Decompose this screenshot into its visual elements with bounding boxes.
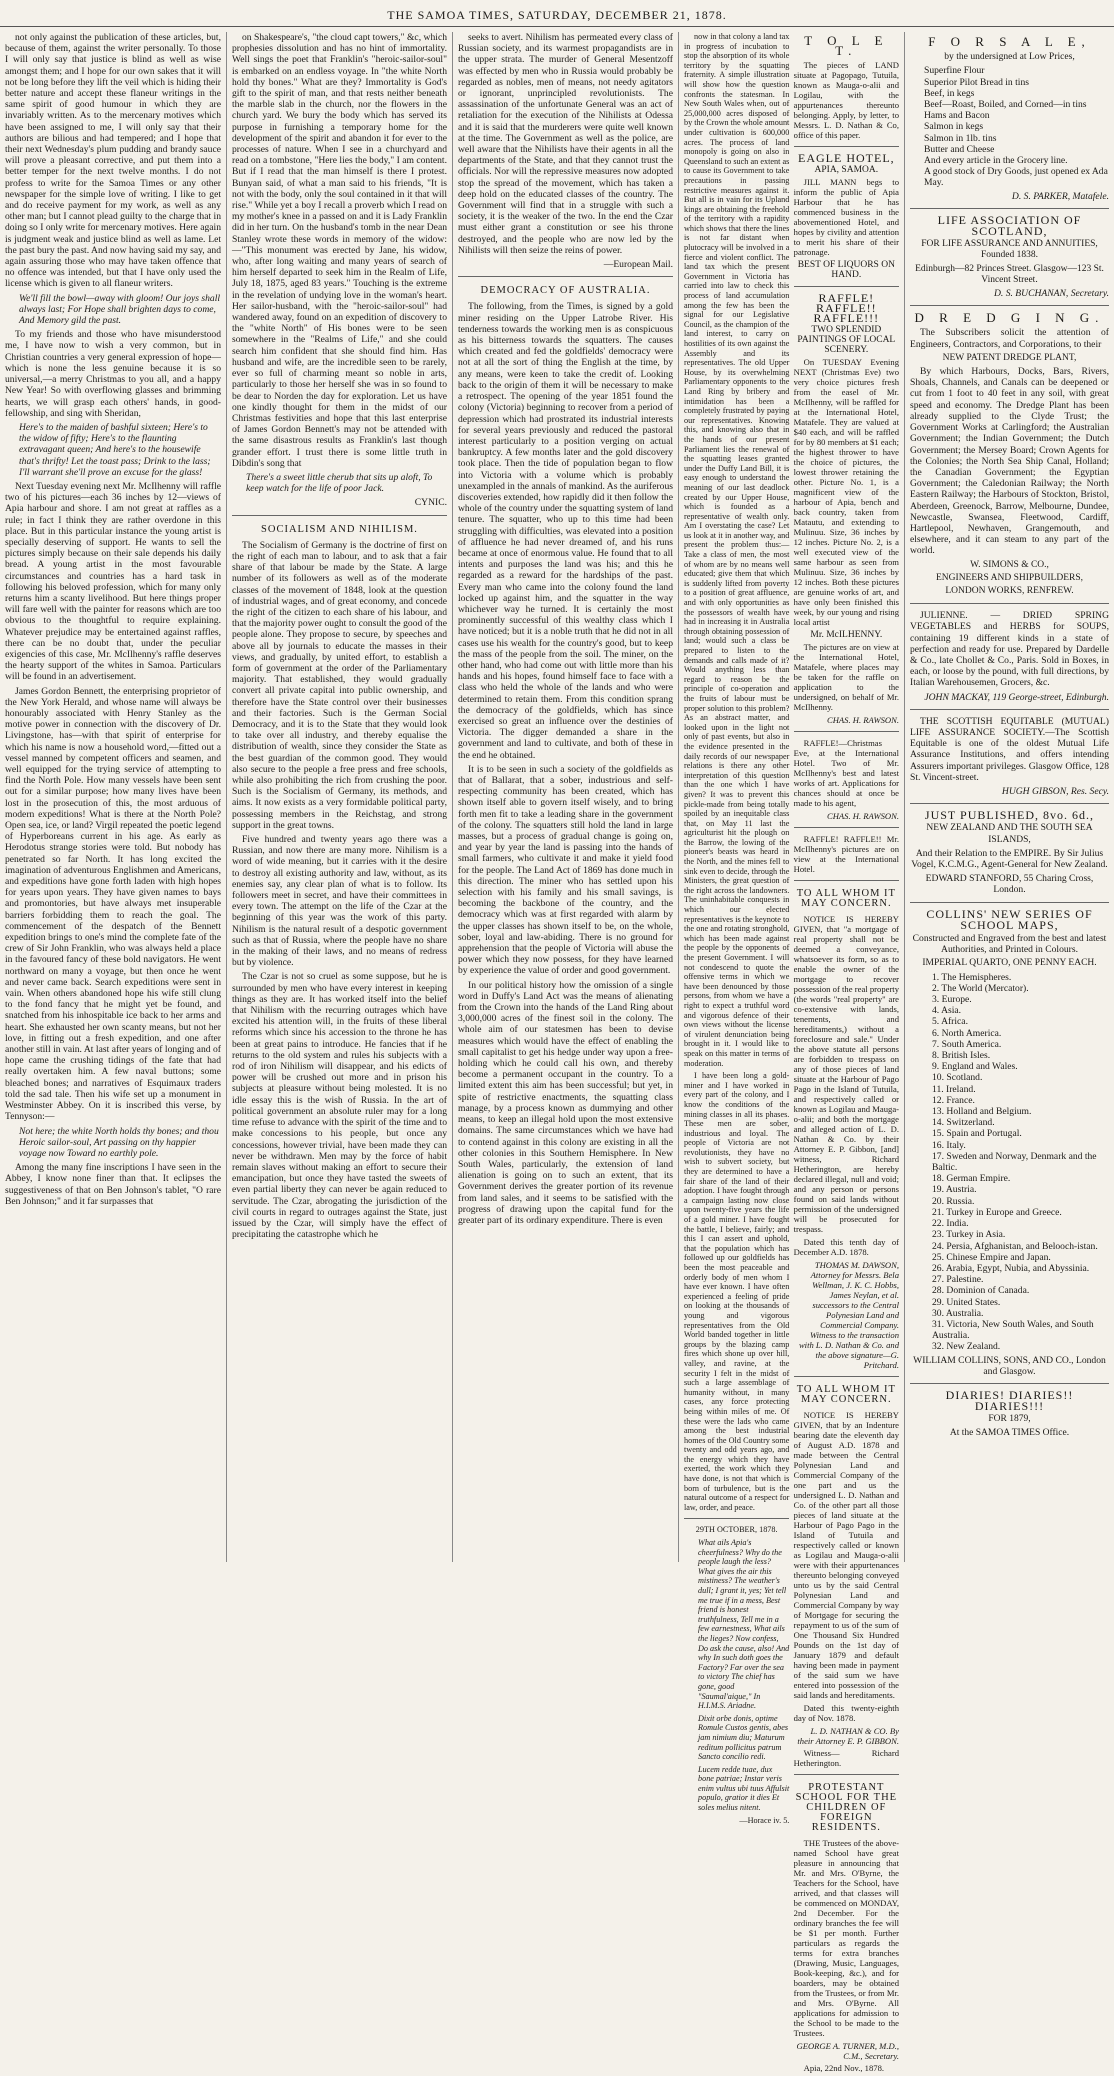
notice-signature: THOMAS M. DAWSON, Attorney for Messrs. Bela Wellman, J. K. C. Hobbs, James Neylan, et al. successors to the Central Polynesian Land and Commercial Company. Witness to the transaction with L. D. Nathan & Co. and the above signature—G. Pritchard. bbox=[798, 1260, 899, 1370]
sale-item: A good stock of Dry Goods, just opened ex Ada May. bbox=[924, 166, 1108, 189]
book-title: NEW ZEALAND AND THE SOUTH SEA ISLANDS, bbox=[926, 823, 1093, 845]
ad-signature: W. SIMONS & CO., bbox=[970, 559, 1049, 570]
ad-signature: D. S. PARKER, Matafele. bbox=[1011, 190, 1109, 202]
divider bbox=[794, 146, 899, 147]
map-item: 27. Palestine. bbox=[932, 1274, 984, 1286]
divider bbox=[794, 880, 899, 881]
ad-heading-diaries: DIARIES! DIARIES!! DIARIES!!! bbox=[945, 1387, 1074, 1414]
map-item: 6. North America. bbox=[932, 1027, 1002, 1039]
verse: Dixit orbe donis, optime Romule Custos gentis, abes jam nimium diu; Maturum reditum pollicitus patrum Sancto concilio redi. bbox=[698, 1713, 789, 1762]
ad-subheading: NEW PATENT DREDGE PLANT, bbox=[942, 352, 1077, 363]
article-paragraph: It is to be seen in such a society of the goldfields as that of Ballarat, that a sober, industrious and self-respecting community has been created, which has shown itself able to govern itself wisely, and to bring forth men fit to take a leading share in the government of the colony. The squatters still hold the land in large masses, but a process of gradual change is going on, and year by year the land is passing into the hands of small farmers, who cultivate it and make it yield food for the people. The Land Act of 1869 has done much in this direction. The miner who has settled upon his selection with his family and his small savings, is becoming the backbone of the country, and the democracy which was at first regarded with alarm by the upper classes has shown itself to be, on the whole, sober, loyal and law-abiding. There is no ground for apprehension that the people of Victoria will abuse the power which they now possess, for they have learned by experience the value of order and good government. bbox=[458, 763, 673, 977]
divider bbox=[910, 603, 1109, 604]
map-item: 25. Chinese Empire and Japan. bbox=[932, 1251, 1051, 1263]
ad-title-raffle: RAFFLE! RAFFLE!! RAFFLE!!! bbox=[813, 291, 880, 325]
sale-item: Salmon in kegs bbox=[924, 121, 984, 133]
sale-item: Superfine Flour bbox=[924, 65, 985, 77]
sale-item: Salmon in 1lb. tins bbox=[924, 132, 997, 144]
ad-artist-name: Mr. McILHENNY. bbox=[810, 630, 883, 640]
ad-subheading: FOR LIFE ASSURANCE AND ANNUITIES, Founded 1838. bbox=[921, 239, 1098, 261]
ad-location: At the SAMOA TIMES Office. bbox=[949, 1427, 1070, 1438]
map-item: 32. New Zealand. bbox=[932, 1341, 1001, 1353]
school-date: Apia, 22nd Nov., 1878. bbox=[803, 2063, 885, 2073]
ad-title-life-association: LIFE ASSOCIATION OF SCOTLAND, bbox=[937, 212, 1082, 239]
sale-item-list bbox=[924, 65, 1109, 188]
column-3 bbox=[452, 32, 678, 1562]
column-5-advertisements bbox=[904, 32, 1114, 1562]
column-2 bbox=[226, 32, 452, 1562]
ad-signature: LONDON WORKS, RENFREW. bbox=[945, 585, 1074, 596]
map-item: 2. The World (Mercator). bbox=[932, 982, 1029, 994]
article-paragraph: The Czar is not so cruel as some suppose, but he is surrounded by men who have every interest in keeping things as they are. It has worked itself into the belief that Nihilism with the recurring outrages which have excited his attention will, in the fruits of these liberal reforms which since his accession to the throne he has been at great pains to introduce. He fancies that if he returns to the old system and rules his subjects with a rod of iron Nihilism will disappear, and his edicts of power will be crushed out more and in prison his subjects at pleasure without being molested. It is no idle essay this is the wish of Russia. In the art of political government an absolute ruler may for a long time refuse to advance with the spirit of the time and to make concessions to his people, but once any concessions, however trivial, have been made they can never be withdrawn. Men may by the force of habit remain slaves without making an effort to secure their emancipation, but once they have tasted the sweets of even partial liberty they can never be again reduced to servitude. The Czar, abrogating the jurisdiction of the civil courts in regard to outrages against the State, just issued by the Czar, will simply have the effect of precipitating the catastrophe which he bbox=[232, 971, 447, 1241]
map-item: 5. Africa. bbox=[932, 1016, 968, 1028]
divider bbox=[458, 276, 673, 277]
article-paragraph: Among the many fine inscriptions I have seen in the Abbey, I know none finer than that. It eclipses the suggestiveness of that on Ben Johnson's tablet, "O rare Ben Johnson;" and it far surpasses that bbox=[5, 1162, 221, 1207]
article-paragraph: To my friends and those who have misunderstood me, I have now to wish a very common, but in Christian countries a very general expression of hope—which is none the less genuine because it is so universal,—a merry Christmas to you all, and a happy New Year! So with overflowing glasses and brimming hearts, we will grasp each others' hands, in good-fellowship, and sing with Sheridan, bbox=[5, 329, 221, 419]
map-item: 9. England and Wales. bbox=[932, 1061, 1018, 1073]
ad-heading-just-published: JUST PUBLISHED, 8vo. 6d., bbox=[924, 808, 1095, 823]
ad-heading-dredging: D R E D G I N G. bbox=[914, 310, 1105, 326]
map-item: 31. Victoria, New South Wales, and South Australia. bbox=[932, 1318, 1094, 1342]
dateline: 29TH OCTOBER, 1878. bbox=[695, 1525, 778, 1535]
notice-heading: TO ALL WHOM IT MAY CONCERN. bbox=[796, 888, 896, 909]
ad-signature: EDWARD STANFORD, 55 Charing Cross, London. bbox=[925, 873, 1094, 896]
ad-text: Constructed and Engraved from the best and latest Authorities, and Printed in Colours. bbox=[912, 933, 1107, 956]
ad-signature: D. S. BUCHANAN, Secretary. bbox=[993, 288, 1109, 300]
article-paragraph: not only against the publication of these articles, but, because of them, against the writer personally. To those I will only say that justice is blind as well as wise amongst them; and I hope for our own sakes that it will not be long before they lift the veil which is hiding their better nature and accept these flaneur writings in the same spirit of good humour in which they are invariably written. As to the mercenary motives which have been assigned to me, I will only say that their authors are bilious and had tempered; and I hope that their next Wednesday's plum pudding and brandy sauce will prove a pleasant corrective, and put them into a better temper for the next twelve months. I do not profess to write for the Samoa Times or any other newspaper for the simple love of writing. I like to get and do receive payment for my work, as well as any other man; but I cannot plead guilty to the charge that in doing so I only write for mercenary motives. Here again is judgment weak and justice blind as well as lame. Let the past bury the past. And now having said my say, and again assuring those who may have taken offence that no offence was intended, but that I have only used the license which is given to all flaneur writers. bbox=[5, 32, 221, 290]
school-text: THE Trustees of the above-named School have great pleasure in announcing that Mr. and Mrs. O'Byrne, the Teachers for the School, have arrived, and that classes will be commenced on MONDAY, 2nd December. For the ordinary branches the fee will be $1 per month. Further particulars as regards the terms for extra branches (Drawing, Music, Languages, Book-keeping, &c.), and for boarders, may be obtained from the Trustees, or from Mr. and Mrs. O'Byrne. All applications for admission to the School to be made to the Trustees. bbox=[793, 1838, 899, 2038]
ad-text: The Subscribers solicit the attention of Engineers, Contractors, and Corporations, to their bbox=[910, 327, 1109, 350]
notice-signature: L. D. NATHAN & CO. By their Attorney E. P. GIBBON. bbox=[797, 1726, 899, 1746]
map-item: 28. Dominion of Canada. bbox=[932, 1285, 1030, 1297]
map-item: 11. Ireland. bbox=[932, 1083, 976, 1095]
divider bbox=[910, 208, 1109, 209]
map-item: 15. Spain and Portugal. bbox=[932, 1128, 1022, 1140]
ad-subheading: FOR 1879, bbox=[988, 1414, 1031, 1425]
sale-item: Superior Pilot Bread in tins bbox=[924, 76, 1029, 88]
ad-text: RAFFLE!—Christmas Eve, at the International Hotel. Two of Mr. McIlhenny's best and latest works of art. Applications for chances should at once be made to his agent, bbox=[793, 738, 899, 808]
ad-subheading: TWO SPLENDID PAINTINGS OF LOCAL SCENERY. bbox=[797, 325, 896, 355]
article-heading: SOCIALISM AND NIHILISM. bbox=[261, 523, 418, 535]
map-item: 7. South America. bbox=[932, 1038, 1002, 1050]
article-paragraph: on Shakespeare's, "the cloud capt towers," &c, which prophesies dissolution and has no hint of immortality. Well sings the poet that Franklin's "heroic-sailor-soul" is embarked on an endless voyage. In "the white North hold thy bones." What are they? Immortality is God's gift to the spirit of man, and that rests neither beneath the marble slab in the church, nor the flowers in the church yard. We bury the body which has served its purpose in furnishing a temporary home for the development of the spirit and abandon it for ever to the processes of nature. When I see in a churchyard and read on a tombstone, "Here lies the body," I am content. But if I read that the man himself is there I protest. Bunyan said, of what a man said to his friends, "It is not with the body, only the soul contained in it that will rise." While yet a boy I recall a proverb which I read on my mother's knee in a passed on and it is Lady Franklin did in her turn. On the husband's tomb in the near Dean Stanley wrote these words in memory of the widow:—"This monument was erected by Jane, his widow, who, after long waiting and many years of search of him herself departed to seek him in the Realm of Life, July 18, 1875, aged 83 years." Touching is the extreme in the revelation of undying love in the woman's heart. Her sailor-husband, with the "heroic-sailor-soul" had wandered away, found on an expedition of discovery to the "white North" of His bones were to be seen somewhere in the "Realms of Life," and she could search him confident that she should find him. Has husband and wife, are the incredible seen to be rarely, ever so full of charming meant so noble in arts, particularly to those her herself she was in so found to be dear to Norden the day for exploration. Let us have one kindly thought for them in the midst of our Christmas festivities and hope that this last enterprise of James Gordon Bennett's may not be attended with the same disastrous results as Franklin's last though grander effort. I trust there is some little truth in Dibdin's song that bbox=[232, 32, 447, 469]
map-item: 12. France. bbox=[932, 1094, 975, 1106]
article-paragraph: The Socialism of Germany is the doctrine of first on the right of each man to labour, and to ask that a fair share of that labour be made by the State. A large number of its followers as well as of the moderate classes of the movement of 1848, look at the question of industrial wages, and of great economy, and concede the right of the citizen to each share of his labour, and that the majority power ought to consult the good of the people alone. They propose to secure, by speeches and above all by journals to educate the masses in their views, and gradually, by united effort, to establish a form of government at the order of the Parliamentary majority. That established, they would gradually convert all private capital into public ownership, and therefore have the State control over their businesses and their factories. Such is the German Social Democracy, and it is to the State that they would look to take over all industry, and thereby equalise the distribution of wealth, since they consider the State as the best guardian of the common good. They would also secure to the people a free press and free schools, while also prohibiting the rich from crushing the poor. Such is the Socialism of Germany, its methods, and aims. It now exists as a very formidable political party, possessing members in the Reichstag, and strong support in the great towns. bbox=[232, 539, 447, 831]
divider bbox=[794, 286, 899, 287]
sale-item: Beef—Roast, Boiled, and Corned—in tins bbox=[924, 99, 1087, 111]
map-item: 20. Russia. bbox=[932, 1195, 975, 1207]
map-item: 19. Austria. bbox=[932, 1184, 977, 1196]
ad-signature: CHAS. H. RAWSON. bbox=[826, 811, 899, 821]
divider bbox=[910, 305, 1109, 306]
ad-text: And their Relation to the EMPIRE. By Sir Julius Vogel, K.C.M.G., Agent-General for New Zealand. bbox=[911, 847, 1108, 870]
ad-tagline: BEST OF LIQUORS ON HAND. bbox=[797, 260, 895, 280]
article-paragraph: I have been long a gold-miner and I have worked in every part of the colony, and I know the conditions of the mining classes in all its phases. These men are sober, industrious and loyal. The people of Victoria are not revolutionists, they have no wish to subvert society, but they are determined to have a fair share of the land of their adoption. I have fought through a campaign lasting now close upon twenty-five years the life of a gold miner. I have fought the battle, I believe, fairly; and this I can assert and uphold, that the population which has followed up our goldfields has been the most peaceable and orderly body of men whom I have ever known. I have often experienced a feeling of pride on looking at the thousands of young and vigorous representatives from the Old World banded together in little groups by the blazing camp fires which shone up over hill, valley, and ravine, at the security I felt in the midst of such a large assemblage of humanity without, in many cases, any force protecting being within miles of me. Of these were the lads who came among the best industrial homes of the Old Country some twenty and odd years ago, and the energy which they have exerted, the work which they have done, is not that which is born of turbulence, but is the natural outcome of a respect for law, order, and peace. bbox=[684, 1071, 790, 1512]
map-item: 30. Australia. bbox=[932, 1307, 984, 1319]
divider bbox=[910, 902, 1109, 903]
article-source: —European Mail. bbox=[603, 259, 673, 271]
divider bbox=[232, 515, 447, 516]
sale-item: Hams and Bacon bbox=[924, 110, 990, 122]
article-source: —Horace iv. 5. bbox=[739, 1815, 790, 1825]
map-item: 8. British Isles. bbox=[932, 1050, 991, 1062]
ad-text: On TUESDAY Evening NEXT (Christmas Eve) two very choice pictures fresh from the easel of Mr. McIlhenny, will be raffled for at the International Hotel, Matafele. They are valued at $40 each, and will be raffled for by 80 members at $1 each; the highest thrower to have the choice of pictures, the lowest thrower retaining the other. Picture No. 1, is a magnificent view of the harbour of Apia, bench and back country, taken from Matautu, and extending to Mulinuu. Size, 36 inches by 12 inches. Picture No. 2, is a well executed view of the same harbour as seen from Mulinuu. Size, 36 inches by 12 inches. Both these pictures are genuine works of art, and have only been finished this week, by our young and rising local artist bbox=[793, 357, 899, 627]
ad-text: By which Harbours, Docks, Bars, Rivers, Shoals, Channels, and Canals can be deepened or cut from 1 foot to 40 feet in any soil, with great speed and economy. The Dredge Plant has been already supplied to the Clyde Trust; the Government Works at Carlingford; the Australian Government; the Indian Government; the Dutch Government; the Mersey Board; Crown Agents for the Colonies; the North Sea Ship Canal, Holland; the Canadian Government; the Egyptian Government; the Caledonian Railway; the North Eastern Railway; the Harbours of Stockton, Bristol, Aberdeen, Greenock, Barrow, Melbourne, Dundee, Newcastle, Swansea, Fleetwood, Cardiff, Hartlepool, Newhaven, Grangemouth, and elsewhere, and it can steam to any part of the world. bbox=[910, 366, 1109, 557]
map-item: 29. United States. bbox=[932, 1296, 1001, 1308]
map-item: 13. Holland and Belgium. bbox=[932, 1106, 1032, 1118]
verse: Not here; the white North holds thy bones; and thou Heroic sailor-soul, Art passing on thy happier voyage now Toward no earthly pole. bbox=[19, 1125, 219, 1159]
school-heading: PROTESTANT SCHOOL FOR THE CHILDREN OF FOREIGN RESIDENTS. bbox=[795, 1782, 898, 1833]
map-item: 4. Asia. bbox=[932, 1005, 962, 1017]
divider bbox=[910, 709, 1109, 710]
map-item: 18. German Empire. bbox=[932, 1173, 1011, 1185]
ad-signature: JOHN MACKAY, 119 George-street, Edinburgh. bbox=[924, 691, 1109, 703]
divider bbox=[794, 827, 899, 828]
divider bbox=[910, 803, 1109, 804]
map-item: 22. India. bbox=[932, 1218, 969, 1230]
map-item: 17. Sweden and Norway, Denmark and the Baltic. bbox=[932, 1150, 1097, 1174]
column-4-advertisements bbox=[794, 32, 899, 2076]
column-4 bbox=[678, 32, 904, 2073]
divider bbox=[910, 1383, 1109, 1384]
article-paragraph: now in that colony a land tax in progress of incubation to stop the absorption of its whole territory by the squatting fraternity. A simple illustration will show how the question confronts the statesman. In New South Wales when, out of 25,000,000 acres disposed of by the Crown the whole amount under cultivation is 600,000 acres. The process of land monopoly is going on also in Queensland to such an extent as to cause its Government to take precautions in passing restrictive measures against it. But all is in vain for its Upland kings are obtaining the freehold of the territory with a rapidity which shows that there the lines is not far distant when plutocracy will be involved in a fierce and violent conflict. The land tax which the present Government in Victoria has carried into law to check this process of land accumulation among the few has been the signal for our Legislative Council, as the champion of the land interest, to carry on hostilities of its own against the Assembly and its representatives. The old Upper House, by its overwhelming Parliamentary opponents to the Land Ring by bribery and intimidation has been a completely frustrated by paying our representatives. Knowing this, and knowing also that in the hands of our present Parliament lies the renewal of the squatting leases granted under the Duffy Land Bill, it is easy enough to understand the meaning of our last deadlock created by our Upper House, which is founded as a representative of wealth only. Am I overstating the case? Let us look at it in another way, and present the problem thus:—Take a class of men, the most of whom are by no means well educated; give them that which is suddenly lifted from poverty to a position of great affluence, and with only opportunities as the possessors of wealth have had in increasing it in Australia through obtaining possession of land; would such a class be prepared to listen to the demands and calls made of it? Would anything less than regard to reason be the principle of co-operation and the fruits of labour must be proper solution to this problem? As an abstract matter, and looked upon in the light not only of past events, but also in the evidence presented in the daily records of our newspaper relations is there any other interpretation of this question than the one which I have given? It was to prevent this pickle-made from being totally spoiled by an inequitable class that, on May 11 last the agriculturist hit the plough on the Barrow, the lowing of the pioneer's beasts was heard in the North, and the mines fell to sink even to decide, through the Ministers, the great question of the right across the landowners. The uninhabitable conquests in which our elected representatives is the keynote to the one and rotating stronghold, which has been made against the people by the opponents of the present Government. I will not condescend to quote the offensive terms in which we have been denounced by those persons, from whom we have a right to expect a truthful word and vigorous defence of their own views without the license of virulent denunciation being brought in it. I would like to speak on this matter in terms of moderation. bbox=[684, 32, 790, 1068]
ad-heading-for-sale: F O R S A L E, bbox=[928, 34, 1091, 49]
divider bbox=[794, 731, 899, 732]
map-item: 26. Arabia, Egypt, Nubia, and Abyssinia. bbox=[932, 1262, 1090, 1274]
divider bbox=[794, 1376, 899, 1377]
school-signature: GEORGE A. TURNER, M.D., C.M., Secretary. bbox=[796, 2041, 899, 2061]
ad-text: The pictures are on view at the International Hotel, Matafele, where places may be taken for the raffle on application to the undersigned, on behalf of Mr. McIlhenny. bbox=[793, 642, 899, 712]
ad-subheading: APIA, SAMOA. bbox=[814, 165, 879, 175]
divider bbox=[794, 1774, 899, 1775]
map-item: 21. Turkey in Europe and Greece. bbox=[932, 1206, 1062, 1218]
map-item: 16. Italy. bbox=[932, 1139, 966, 1151]
page-masthead: THE SAMOA TIMES, SATURDAY, DECEMBER 21, 1878. bbox=[0, 8, 1114, 27]
notice-date: Dated this tenth day of December A.D. 1878. bbox=[793, 1237, 899, 1257]
notice-date: Dated this twenty-eighth day of Nov. 1878. bbox=[793, 1703, 899, 1723]
notice-text: NOTICE IS HEREBY GIVEN, that by an Indenture bearing date the eleventh day of August A.D. 1878 and made between the Central Polynesian Land and Commercial Company of the one part and us the undersigned L. D. Nathan and Co. of the other part all those pieces of land situate at the Harbour of Pago Pago in the Island of Tutuila and respectively called or known as Logilau and Mauga-o-alii were with their appurtenances thereunto belonging conveyed unto us by the said Central Polynesian Land and Commercial Company by way of Mortgage for securing the repayment to us of the sum of One Thousand Six Hundred Pounds on the 1st day of January 1879 and default having been made in payment of the said sum we have entered into possession of the said lands and hereditaments. bbox=[793, 1410, 899, 1700]
ad-signature: HUGH GIBSON, Res. Secy. bbox=[1001, 785, 1109, 797]
notice-heading: TO ALL WHOM IT MAY CONCERN. bbox=[796, 1384, 896, 1405]
column-4-articles bbox=[684, 32, 789, 1828]
map-item: 3. Europe. bbox=[932, 994, 972, 1006]
article-paragraph: seeks to avert. Nihilism has permeated every class of Russian society, and its warmest propagandists are in the upper strata. The murder of General Mesentzoff was effected by men who in Russia would probably be regarded as nobles, men of means, not needy agitators or ignorant, unprincipled revolutionists. The assassination of the unfortunate General was an act of retaliation for the execution of the Nihilists at Odessa and it is said that the murderers were quite well known at the time. The Government as well as the police, are well aware that the Nihilists have their agents in all the departments of the State, and that they cannot trust the officials. Nor will the repressive measures now adopted stop the spread of the movement, which has taken a deep hold on the educated classes of the country. The Government will find that in a struggle with such a society, it is the weaker of the two. In the end the Czar must either grant a constitution or see his throne destroyed, and the people who are now led by the Nihilists will then seize the reins of power. bbox=[458, 32, 673, 256]
sale-item: Beef, in kegs bbox=[924, 87, 975, 99]
ad-signature: WILLIAM COLLINS, SONS, AND CO., London and Glasgow. bbox=[913, 1354, 1106, 1377]
notice-text: NOTICE IS HEREBY GIVEN, that "a mortgage of real property shall not be deemed a conveyance, whatsoever its form, so as to enable the owner of the mortgage to recover possession of the real property (the words "real property" are co-extensive with lands, tenements, and hereditaments,) without a foreclosure and sale." Under the above statute all persons are forbidden to trespass on any of those pieces of land situate at the Harbour of Pago Pago in the Island of Tutuila, and respectively called or known as Logilau and Mauga-o-alii; and both the mortgage and alleged action of L. D. Nathan & Co. by their Attorney E. P. Gibbon, [and] witness, Richard Hetherington, are hereby declared illegal, null and void; and any person or persons found on said lands without permission of the undersigned will be prosecuted for trespass. bbox=[793, 914, 899, 1234]
article-paragraph: James Gordon Bennett, the enterprising proprietor of the New York Herald, and whose name will always be honourably associated with Henry Stanley as the motive power in connection with the discovery of Dr. Livingstone, has—with that spirit of enterprise for which his name is now a household word,—fitted out a vessel manned by competent officers and seamen, and well equipped for the trying service of attempting to find the North Pole. How many vessels have been sent out for a similar purpose; how many lives have been lost in the prosecution of this, the most arduous of modern expeditions! What is there at the North Pole? Open sea, ice, or land? Virgil repeated the poetic legend of Hyperboreans current in his age. As early as Herodotus strange stories were told. But nobody has penetrated so far North. It has long excited the imagination of adventurous Englishmen and Americans, and expeditions have gone forth laden with high hopes for years upon years. They have given names to bays and promontories, but have always met insuperable barriers forbidding them to reach the goal. The commencement of the despatch of the Bennett expedition brings to one's mind the complete fate of the crew of Sir John Franklin, who was always held a place in the favoured fancy of these bold navigators. He went northward on many a voyage, but then once he went and never came back. Search expeditions were sent in vain. When others abandoned hope his wife still clung to the fond fancy that he might yet be found, and snatched from his inhospitable ice back to her arms and heart. She exhausted her own scanty means, but not her love, in fitting out a fresh expedition, and one after another still in vain. At last after years of longing and of hope came the crushing tidings of the fate that had really overtaken him. A few naval buttons; some bleached bones; and narratives of Esquimaux traders told the sad tale. Then his wife set up a monument in Westminster Abbey. On it is inscribed this verse, by Tennyson:— bbox=[5, 685, 221, 1123]
ad-text: JILL MANN begs to inform the public of Apia Harbour that he has commenced business in the abovementioned Hotel, and hopes by civility and attention to merit his share of their patronage. bbox=[793, 177, 899, 257]
column-1 bbox=[0, 32, 226, 1562]
article-paragraph: In our political history how the omission of a single word in Duffy's Land Act was the means of alienating from the Crown into the hands of the Land Ring about 3,000,000 acres of the finest soil in the colony. The whole aim of our statesmen has been to devise measures which would have the effect of enabling the small capitalist to get his hedge under way upon a free-holding which he could call his own, and thereby become a permanent occupant in the country. To a limited extent this aim has been successful; but yet, in spite of restrictive enactments, the squatting class manage, by a process known as dummying and other means, to keep an illegal hold upon the most extensive domains. The same circumstances which we have had to contend against in this colony are existing in all the other colonies in this Southern Hemisphere. In New South Wales, particularly, the extension of land alienation is going on to such an extent, that its Government derives the greater portion of its revenue from land sales, and it seems to be satisfied with the progress of drawing upon the capital fund for the greater part of its ordinary expenditure. There is even bbox=[458, 979, 673, 1226]
ad-signature: CHAS. H. RAWSON. bbox=[826, 715, 899, 725]
ad-address: Edinburgh—82 Princes Street. Glasgow—123 St. Vincent Street. bbox=[915, 263, 1104, 285]
article-byline: CYNIC. bbox=[414, 497, 447, 509]
verse: We'll fill the bowl—away with gloom! Our joys shall always last; For Hope shall brighten days to come, And Memory gild the past. bbox=[19, 292, 221, 327]
map-item: 1. The Hemispheres. bbox=[932, 971, 1012, 983]
notice-witness: Witness— Richard Hetherington. bbox=[793, 1748, 899, 1768]
ad-subheading: by the undersigned at Low Prices, bbox=[944, 51, 1075, 63]
sale-item: And every article in the Grocery line. bbox=[924, 155, 1068, 167]
ad-text-scottish-equitable: THE SCOTTISH EQUITABLE (MUTUAL) LIFE ASSURANCE SOCIETY.—The Scottish Equitable is one of the oldest Mutual Life Assurance Institutions, and offers intending Assurers important privileges. Glasgow Office, 128 St. Vincent-street. bbox=[910, 715, 1109, 783]
verse: Lucem redde tuae, dux bone patriae; Instar veris enim vultus ubi tuus Affulsit populo, gratior it dies Et soles melius nitent. bbox=[698, 1764, 790, 1813]
article-paragraph: Five hundred and twenty years ago there was a Russian, and now there are many more. Nihilism is a word of wide meaning, but it carries with it the desire to destroy all existing authority and law, without, as its enemies say, any clear plan of what is to follow. Its followers meet in secret, and have their committees in every town. The attempt on the life of the Czar at the beginning of this year was the work of this party. Nihilism is the natural result of a despotic government such as that of Russia, where the people have no share in the making of their laws, and no means of redress but by violence. bbox=[232, 834, 447, 969]
article-heading: DEMOCRACY OF AUSTRALIA. bbox=[480, 285, 651, 297]
article-paragraph: The following, from the Times, is signed by a gold miner residing on the Upper Latrobe River. His tenderness towards the working men is as conspicuous as his bitterness towards the squatters. The causes which created and fed the goldfields' democracy were not at all the sort of thing the English at the time, by any means, were keen to take the credit of. Looking back to the origin of them it will be necessary to make a retrospect. The opening of the year 1851 found the colony (Victoria) beginning to recover from a period of depression which had prostrated its industrial interests for several years previously and reduced the pastoral interest particularly to a position verging on actual bankruptcy. A few months later and the gold discovery took place. Then the tide of population began to flow into Victoria with a volume which is probably unexampled in the annals of mankind. As the auriferous discoveries extended, how rapidly did it then follow the whole of the country under the squatting system of land tenure. The squatter, who up to this time had been struggling with difficulties, was elevated into a position of affluence he had never dreamed of, and his runs became at once of enormous value. He found that to all intents and purposes the land was his; and this he regarded as a reward for the hardships of the past. Every man who came into the colony found the land locked up against him, and the squatter in the way whichever way he turned. It is certainly the most prominently successful of this wealthy class which I have noticed; but it is a noble truth that he did not in all cases use his wealth for the country's good, but to keep the mass of the people from the soil. The miner, on the other hand, who had come out with little more than his hands and his hopes, found himself face to face with a class who held the whole of the lands and who were determined to retain them. From this condition sprang the democracy of the goldfields, which has since exercised so great an influence over the destinies of Victoria. The digger demanded a share in the government and land to cultivate, and both of these in the end he obtained. bbox=[458, 301, 673, 761]
article-paragraph: Next Tuesday evening next Mr. McIlhenny will raffle two of his pictures—each 36 inches by 12—views of Apia harbour and shore. I am not great at raffles as a rule; in fact I think they are rather overdone in this place. But in this particular instance the young artist is specially deserving of support. He wants to sell the pictures simply because on their sale depends his daily bread. A young artist in the most favourable circumstances and countries has a hard task in following his beloved profession, which for many only returns him a scanty livelihood. But here things proper will fare well with the painter for reasons which are too obvious to the thoughtful to require explaining. Whatever prejudice may be entertained against raffles, there can be no doubt that, under the peculiar exigencies of this case, Mr. McIlhenny's raffle deserves the hearty support of the whites in Samoa. Particulars will be found in an advertisement. bbox=[5, 480, 221, 683]
ad-signature: ENGINEERS AND SHIPBUILDERS, bbox=[936, 572, 1083, 583]
ad-heading-to-let: T O L E T. bbox=[804, 33, 889, 58]
divider bbox=[684, 1518, 789, 1519]
ad-title-collins-maps: COLLINS' NEW SERIES OF SCHOOL MAPS, bbox=[926, 906, 1093, 932]
sale-item: Butter and Cheese bbox=[924, 143, 995, 155]
map-list bbox=[932, 972, 1109, 1353]
ad-title-eagle-hotel: EAGLE HOTEL, bbox=[798, 151, 895, 165]
ad-text: The pieces of LAND situate at Pagopago, Tutuila, known as Mauga-o-alii and Logilau, with the appurtenances thereunto belonging. Apply, by letter, to Messrs. L. D. Nathan & Co, office of this paper. bbox=[793, 60, 899, 140]
map-item: 10. Scotland. bbox=[932, 1072, 983, 1084]
ad-text-julienne: JULIENNE. — DRIED SPRING VEGETABLES and HERBS for SOUPS, containing 19 different kinds in a state of perfection and ready for use. Prepared by Dardelle & Co., late Chollet & Co., Paris. Sold in Boxes, in each, or loose by the pound, with full directions, by Italian Warehousemen, Grocers, &c. bbox=[910, 610, 1109, 689]
map-item: 24. Persia, Afghanistan, and Belooch-istan. bbox=[932, 1240, 1098, 1252]
map-item: 23. Turkey in Asia. bbox=[932, 1229, 1006, 1241]
verse: There's a sweet little cherub that sits up aloft, To keep watch for the life of poor Jack. bbox=[246, 471, 433, 495]
ad-price: IMPERIAL QUARTO, ONE PENNY EACH. bbox=[922, 958, 1097, 969]
verse: What ails Apia's cheerfulness? Why do the people laugh the less? What gives the air this mistiness? The weather's dull; I grant it, yes; Yet tell me true if in a mess, Best friend is honest truthfulness, Tell me in a few earnestness, What ails the lieges? Now confess, Do ask the cause, also! And why In such doth goes the Factory? Far over the sea to victory The chief has gone, good "Saumal'aique," In H.I.M.S. Ariadne. bbox=[698, 1538, 790, 1711]
verse: Here's to the maiden of bashful sixteen; Here's to the widow of fifty; Here's to the flaunting extravagant queen; And here's to the housewife that's thrifty! Let the toast pass; Drink to the lass; I'll warrant she'll prove an excuse for the glass! bbox=[19, 421, 211, 478]
map-item: 14. Switzerland. bbox=[932, 1117, 995, 1129]
ad-text: RAFFLE! RAFFLE!! Mr. McIlhenny's pictures are on view at the International Hotel. bbox=[793, 834, 899, 874]
